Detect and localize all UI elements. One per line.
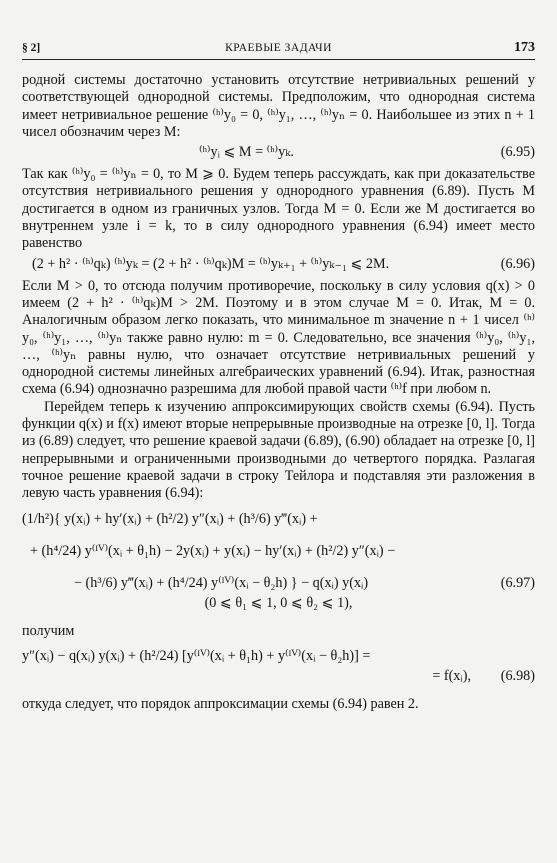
equation-6-96 (22, 255, 535, 275)
equation-6-98-number: (6.98) (500, 667, 535, 684)
page-body (22, 72, 535, 713)
header-rule (22, 59, 535, 60)
equation-6-96-expr: (2 + h² · ⁽ʰ⁾qₖ) ⁽ʰ⁾yₖ = (2 + h² · ⁽ʰ⁾qₖ)M = ⁽ʰ⁾yₖ₊₁ + ⁽ʰ⁾yₖ₋₁ ⩽ 2M. (32, 255, 390, 272)
equation-6-98-line-1: y″(xᵢ) − q(xᵢ) y(xᵢ) + (h²/24) [y⁽ᴵⱽ⁾(xᵢ + θ₁h) + y⁽ᴵⱽ⁾(xᵢ − θ₂h)] = (22, 647, 371, 664)
equation-6-97-line-3: − (h³/6) y‴(xᵢ) + (h⁴/24) y⁽ᴵⱽ⁾(xᵢ − θ₂h) } − q(xᵢ) y(xᵢ) (6.97) (74, 574, 535, 591)
equation-6-98-line-2: = f(xᵢ), (6.98) (432, 667, 535, 684)
running-header (22, 40, 535, 58)
running-title: КРАЕВЫЕ ЗАДАЧИ (225, 42, 332, 54)
paragraph-2: Так как ⁽ʰ⁾y₀ = ⁽ʰ⁾yₙ = 0, то M ⩾ 0. Будем теперь рассуждать, как при доказательстве отсутствия нетривиального решения у однородного уравнения (6.89). Пусть M достигается в одном из граничных узлов. Тогда M = 0. Если же M достигается во внутреннем узле i = k, то в силу однородного уравнения (6.94) имеет место равенство (22, 166, 535, 252)
paragraph-3: Если M > 0, то отсюда получим противоречие, поскольку в силу условия q(x) > 0 имеем (2 + h² · ⁽ʰ⁾qₖ)M > 2M. Поэтому и в этом случае M = 0. Итак, M = 0. Аналогичным образом легко показать, что минимальное m значение n + 1 чисел ⁽ʰ⁾y₀, ⁽ʰ⁾y₁, …, ⁽ʰ⁾yₙ также равно нулю: m = 0. Следовательно, все значения ⁽ʰ⁾y₀, ⁽ʰ⁾y₁, …, ⁽ʰ⁾yₙ равны нулю, что означает отсутствие нетривиальных решений у однородной системы линейных алгебраических уравнений (6.94). Итак, разностная схема (6.94) однозначно разрешима для любой правой части ⁽ʰ⁾f при любом n. (22, 277, 535, 398)
equation-6-97-line-1: (1/h²){ y(xᵢ) + hy′(xᵢ) + (h²/2) y″(xᵢ) + (h³/6) y‴(xᵢ) + (22, 510, 318, 527)
equation-6-95 (22, 143, 535, 163)
equation-6-95-number: (6.95) (500, 144, 535, 161)
equation-6-96-number: (6.96) (500, 255, 535, 272)
section-marker: § 2] (22, 42, 41, 54)
equation-6-97-number: (6.97) (500, 574, 535, 591)
equation-6-95-expr: ⁽ʰ⁾yᵢ ⩽ M = ⁽ʰ⁾yₖ. (199, 144, 294, 161)
paragraph-1: родной системы достаточно установить отсутствие нетривиальных решений у соответствующей однородной системы. Предположим, что однородная система имеет нетривиальное решение ⁽ʰ⁾y₀ = 0, ⁽ʰ⁾y₁, …, ⁽ʰ⁾yₙ = 0. Наибольшее из этих n + 1 чисел обозначим через M: (22, 72, 535, 140)
equation-6-97-line-2: + (h⁴/24) y⁽ᴵⱽ⁾(xᵢ + θ₁h) − 2y(xᵢ) + y(xᵢ) − hy′(xᵢ) + (h²/2) y″(xᵢ) − (30, 542, 396, 559)
paragraph-4: Перейдем теперь к изучению аппроксимирующих свойств схемы (6.94). Пусть функции q(x) и f(x) имеют вторые непрерывные производные на отрезке [0, l]. Тогда из (6.89) следует, что решение краевой задачи (6.89), (6.90) обладает на отрезке [0, l] непрерывными и ограниченными производными до четвертого порядка. Разлагая точное решение краевой задачи в строку Тейлора и подставляя эти разложения в левую часть уравнения (6.94): (22, 398, 535, 502)
equation-6-97-condition: (0 ⩽ θ₁ ⩽ 1, 0 ⩽ θ₂ ⩽ 1), (204, 594, 353, 611)
paragraph-5: получим (22, 622, 75, 639)
paragraph-6: откуда следует, что порядок аппроксимации схемы (6.94) равен 2. (22, 695, 419, 712)
page-number: 173 (514, 40, 535, 55)
